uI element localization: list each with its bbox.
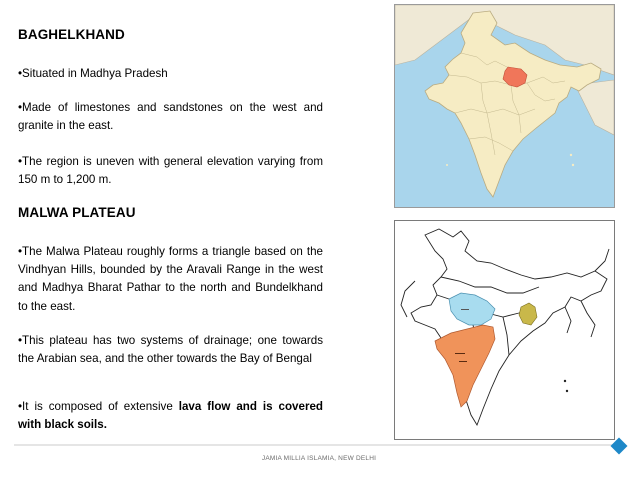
baghelkhand-heading: BAGHELKHAND <box>18 27 125 42</box>
malwa-bullet-3 <box>18 398 323 434</box>
india-locator-map <box>394 4 615 208</box>
malwa-bullet-3-suffix: . <box>103 418 107 432</box>
baghelkhand-bullet-3: •The region is uneven with general elevation varying from 150 m to 1,200 m. <box>18 155 323 187</box>
footer-divider <box>14 444 624 446</box>
malwa-plateau-map-svg <box>395 221 614 439</box>
baghelkhand-bullet-2: •Made of limestones and sandstones on the west and granite in the east. <box>18 101 323 133</box>
malwa-bullet-1: •The Malwa Plateau roughly forms a triangle based on the Vindhyan Hills, bounded by the Aravali Range in the west and Madhya Bharat Pathar to the north and Bundelkhand to the east. <box>18 245 323 313</box>
malwa-bullet-3-bold: lava flow and is covered with black soils <box>18 400 323 432</box>
india-locator-map-svg <box>395 5 614 207</box>
malwa-heading: MALWA PLATEAU <box>18 205 136 220</box>
baghelkhand-bullet-1: •Situated in Madhya Pradesh <box>18 67 168 80</box>
footer-institution: JAMIA MILLIA ISLAMIA, NEW DELHI <box>261 455 377 462</box>
malwa-bullet-2: •This plateau has two systems of drainage; one towards the Arabian sea, and the other towards the Bay of Bengal <box>18 334 323 366</box>
malwa-plateau-map <box>394 220 615 440</box>
corner-accent <box>611 438 628 455</box>
malwa-bullet-3-prefix: •It is composed of extensive <box>18 400 179 413</box>
